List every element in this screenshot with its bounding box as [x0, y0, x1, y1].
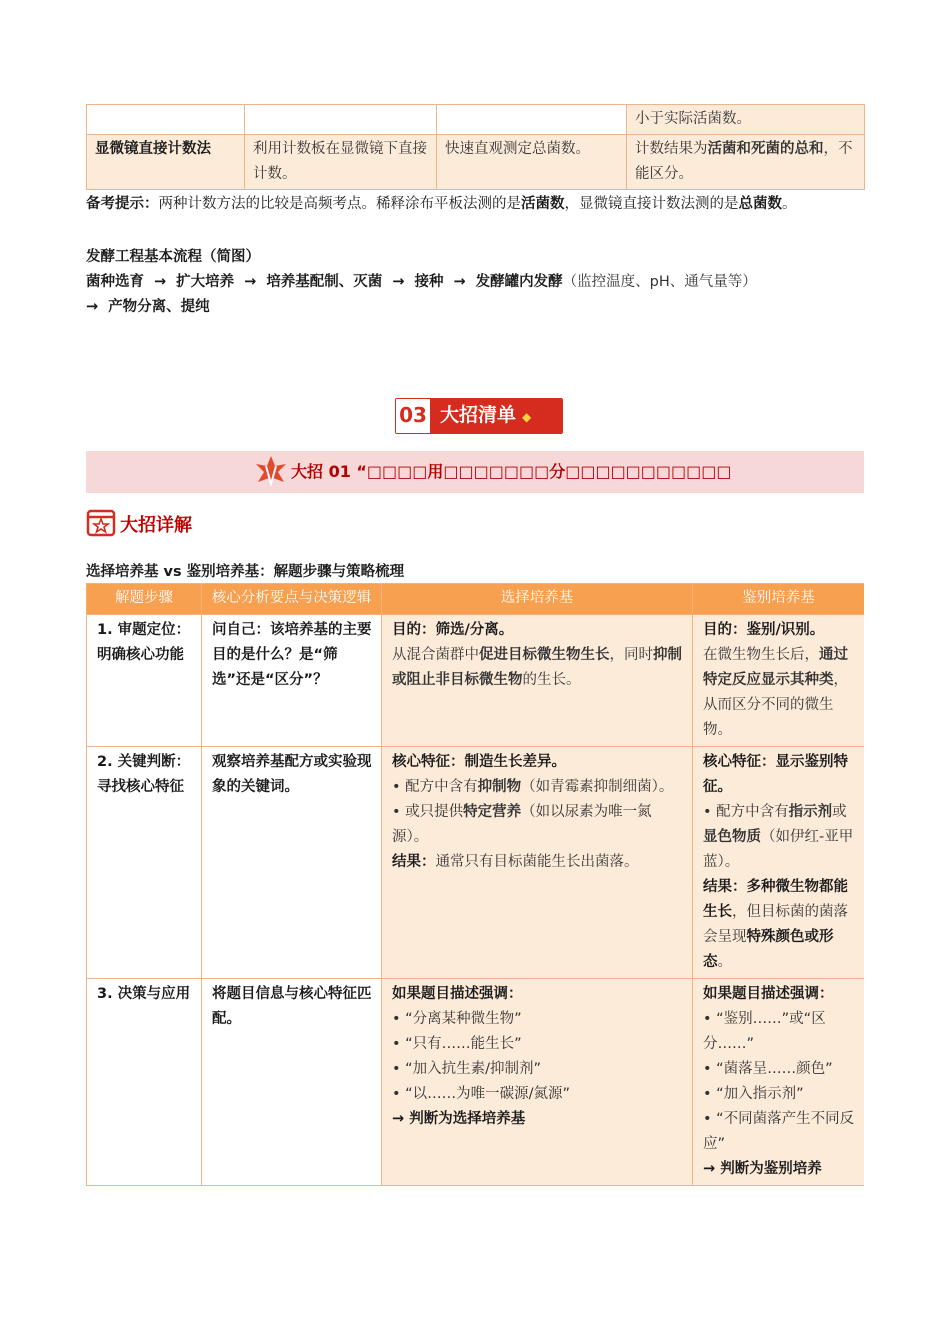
- table-row: [87, 615, 865, 747]
- list-item: • “不同菌落产生不同反应”: [703, 1111, 855, 1152]
- column-header: 解题步骤: [87, 584, 202, 615]
- table-row: [87, 747, 865, 979]
- flow-step: 扩大培养: [176, 274, 235, 290]
- banner-text: 大招 01 “□□□□用□□□□□□□分□□□□□□□□□□□: [291, 462, 732, 481]
- arrow-icon: →: [244, 274, 257, 290]
- selective-cell: [382, 747, 693, 979]
- flow-step: 产物分离、提纯: [108, 299, 210, 315]
- section-title: [430, 399, 562, 433]
- text: 通常只有目标菌能生长出菌落。: [435, 854, 639, 870]
- table-subtitle: 选择培养基 vs 鉴别培养基：解题步骤与策略梳理: [86, 564, 405, 580]
- emblem-icon: [254, 454, 288, 490]
- tip-banner: [86, 451, 864, 493]
- star-icon: [86, 507, 116, 537]
- differential-cell: [693, 747, 865, 979]
- list-item: • “菌落呈……颜色”: [703, 1061, 833, 1077]
- table-header-row: [87, 584, 865, 615]
- differential-cell: [693, 979, 865, 1186]
- text: ，同时: [609, 647, 653, 663]
- table-row: [87, 135, 865, 190]
- text: ，不能区分。: [635, 141, 853, 182]
- text: 显色物质: [703, 829, 761, 845]
- flow-step: 接种: [414, 274, 444, 290]
- tip-label: 备考提示：: [86, 196, 159, 212]
- flow-note: （监控温度、pH、通气量等）: [562, 274, 757, 290]
- text: 从混合菌群中: [392, 647, 479, 663]
- table-row: [87, 979, 865, 1186]
- cell-heading: 目的：筛选/分离。: [392, 622, 514, 638]
- text: • 配方中含有: [392, 779, 478, 795]
- diamond-icon: ◆: [522, 410, 532, 424]
- logic-cell: 将题目信息与核心特征匹配。: [202, 979, 382, 1186]
- arrow-icon: →: [154, 274, 167, 290]
- strategy-table-wrap: [86, 583, 864, 1209]
- text: • 配方中含有: [703, 804, 789, 820]
- text: ，但目标菌的菌落会呈现: [703, 904, 848, 945]
- text: 结果：: [703, 879, 747, 895]
- text: ，从而区分不同的微生物。: [703, 672, 848, 738]
- strategy-table: [86, 583, 864, 1186]
- text: 。: [717, 954, 732, 970]
- feature-cell: 快速直观测定总菌数。: [437, 135, 627, 190]
- table-cell: [437, 105, 627, 135]
- fermentation-flow: [86, 270, 864, 320]
- list-item: • “加入抗生素/抑制剂”: [392, 1061, 542, 1077]
- cell-heading: 如果题目描述强调：: [703, 986, 834, 1002]
- cell-heading: 核心特征：显示鉴别特征。: [703, 754, 848, 795]
- flow-title: 发酵工程基本流程（简图）: [86, 249, 260, 265]
- text: 的生长。: [522, 672, 581, 688]
- section-number: 03: [396, 399, 430, 433]
- text: 在微生物生长后，: [703, 647, 819, 663]
- text: 指示剂: [788, 804, 833, 820]
- detail-title: 大招详解: [120, 515, 192, 536]
- column-header: 核心分析要点与决策逻辑: [202, 584, 382, 615]
- exam-tip: [86, 192, 864, 217]
- text: 活菌数: [521, 196, 565, 212]
- list-item: • “加入指示剂”: [703, 1086, 804, 1102]
- list-item: • “以……为唯一碳源/氮源”: [392, 1086, 571, 1102]
- list-item: • “鉴别……”或“区分……”: [703, 1011, 826, 1052]
- page-content: [86, 104, 864, 320]
- counting-methods-table: [86, 104, 865, 190]
- list-item: • “只有……能生长”: [392, 1036, 522, 1052]
- table-cell: [245, 105, 437, 135]
- section-badge: [395, 398, 563, 434]
- table-row: [87, 105, 865, 135]
- cell-heading: 如果题目描述强调：: [392, 986, 523, 1002]
- conclusion: → 判断为选择培养基: [392, 1111, 526, 1127]
- text: 两种计数方法的比较是高频考点。稀释涂布平板法测的是: [158, 196, 521, 212]
- principle-cell: 利用计数板在显微镜下直接计数。: [245, 135, 437, 190]
- text: 多种微生物都能生长: [703, 879, 848, 920]
- section-title-text: 大招清单: [440, 404, 517, 426]
- text: 抑制或阻止非目标微生物: [392, 647, 682, 688]
- text: 活菌和死菌的总和: [707, 141, 824, 157]
- flow-step: 培养基配制、灭菌: [266, 274, 383, 290]
- logic-cell: 问自己：该培养基的主要目的是什么？是“筛选”还是“区分”？: [202, 615, 382, 747]
- text: （如伊红-亚甲蓝）。: [703, 829, 854, 870]
- text: 或: [832, 804, 847, 820]
- flow-step: 菌种选育: [86, 274, 144, 290]
- text: （如以尿素为唯一氮源）。: [392, 804, 652, 845]
- table-cell: 小于实际活菌数。: [627, 105, 865, 135]
- method-cell: 显微镜直接计数法: [87, 135, 245, 190]
- text: 计数结果为: [635, 141, 708, 157]
- cell-heading: 目的：鉴别/识别。: [703, 622, 825, 638]
- text: 总菌数: [738, 196, 782, 212]
- table-cell: [87, 105, 245, 135]
- logic-cell: 观察培养基配方或实验现象的关键词。: [202, 747, 382, 979]
- conclusion: → 判断为鉴别培养: [703, 1161, 822, 1177]
- cell-heading: 核心特征：制造生长差异。: [392, 754, 566, 770]
- result-cell: [627, 135, 865, 190]
- text: 通过特定反应显示其种类: [703, 647, 848, 688]
- text: 。: [782, 196, 797, 212]
- text: • 或只提供: [392, 804, 464, 820]
- text: 促进目标微生物生长: [479, 647, 610, 663]
- step-cell: 3. 决策与应用: [87, 979, 202, 1186]
- differential-cell: [693, 615, 865, 747]
- text: （如青霉素抑制细菌）。: [521, 779, 674, 795]
- text: 结果：: [392, 854, 436, 870]
- arrow-icon: →: [392, 274, 405, 290]
- column-header: 鉴别培养基: [693, 584, 865, 615]
- selective-cell: [382, 615, 693, 747]
- step-cell: 1. 审题定位：明确核心功能: [87, 615, 202, 747]
- step-cell: 2. 关键判断：寻找核心特征: [87, 747, 202, 979]
- arrow-icon: →: [453, 274, 466, 290]
- text: ，显微镜直接计数法测的是: [564, 196, 739, 212]
- text: 抑制物: [477, 779, 522, 795]
- text: 特定营养: [463, 804, 522, 820]
- text: 特殊颜色或形态: [703, 929, 834, 970]
- flow-step: 发酵罐内发酵: [475, 274, 563, 290]
- selective-cell: [382, 979, 693, 1186]
- arrow-icon: →: [86, 299, 99, 315]
- column-header: 选择培养基: [382, 584, 693, 615]
- list-item: • “分离某种微生物”: [392, 1011, 522, 1027]
